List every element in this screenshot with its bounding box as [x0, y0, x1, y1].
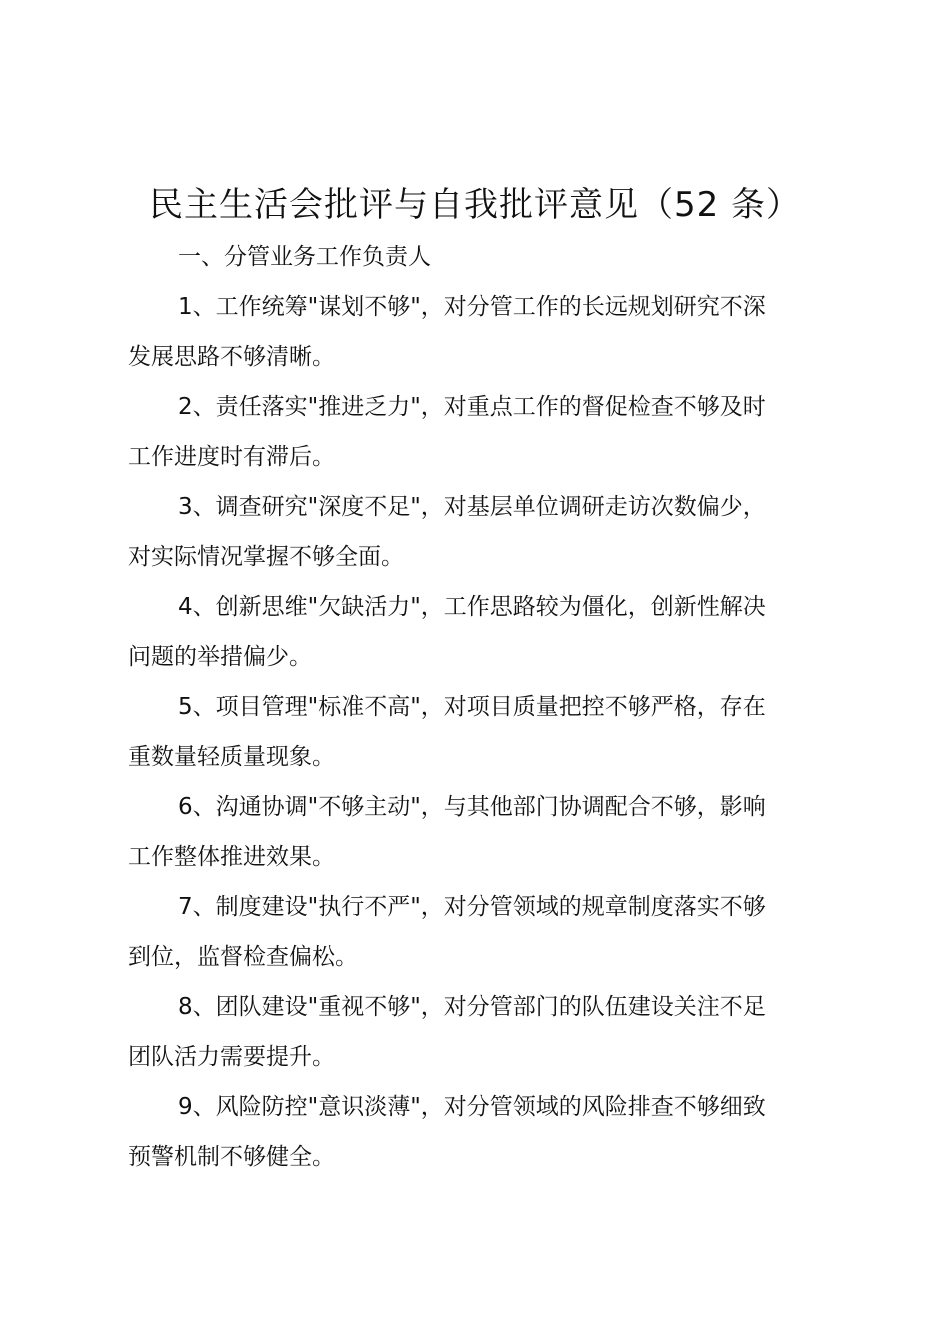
item-6-line-2: 工作整体推进效果。	[128, 844, 335, 870]
list-item-2	[128, 382, 834, 482]
item-3-line-2: 对实际情况掌握不够全面。	[128, 544, 404, 570]
item-5-line-1: 5、项目管理"标准不高"，对项目质量把控不够严格，存在	[178, 694, 766, 720]
item-1-line-1: 1、工作统筹"谋划不够"，对分管工作的长远规划研究不深	[178, 294, 766, 320]
item-4-line-1: 4、创新思维"欠缺活力"，工作思路较为僵化，创新性解决	[178, 594, 766, 620]
item-4-line-2: 问题的举措偏少。	[128, 644, 312, 670]
item-9-line-2: 预警机制不够健全。	[128, 1144, 335, 1170]
item-3-line-1: 3、调查研究"深度不足"，对基层单位调研走访次数偏少，	[178, 494, 766, 520]
document-body	[128, 232, 834, 1182]
list-item-6	[128, 782, 834, 882]
list-item-5	[128, 682, 834, 782]
list-item-9	[128, 1082, 834, 1182]
item-1-line-2: 发展思路不够清晰。	[128, 344, 335, 370]
document-title: 民主生活会批评与自我批评意见（52 条）	[148, 185, 802, 225]
item-6-line-1: 6、沟通协调"不够主动"，与其他部门协调配合不够，影响	[178, 794, 766, 820]
item-2-line-2: 工作进度时有滞后。	[128, 444, 335, 470]
list-item-3	[128, 482, 834, 582]
section-heading: 一、分管业务工作负责人	[178, 244, 431, 270]
item-7-line-2: 到位，监督检查偏松。	[128, 944, 358, 970]
item-8-line-2: 团队活力需要提升。	[128, 1044, 335, 1070]
item-7-line-1: 7、制度建设"执行不严"，对分管领域的规章制度落实不够	[178, 894, 766, 920]
list-item-4	[128, 582, 834, 682]
list-item-7	[128, 882, 834, 982]
item-5-line-2: 重数量轻质量现象。	[128, 744, 335, 770]
item-2-line-1: 2、责任落实"推进乏力"，对重点工作的督促检查不够及时	[178, 394, 766, 420]
list-item-1	[128, 282, 834, 382]
item-8-line-1: 8、团队建设"重视不够"，对分管部门的队伍建设关注不足	[178, 994, 766, 1020]
item-9-line-1: 9、风险防控"意识淡薄"，对分管领域的风险排查不够细致	[178, 1094, 766, 1120]
list-item-8	[128, 982, 834, 1082]
